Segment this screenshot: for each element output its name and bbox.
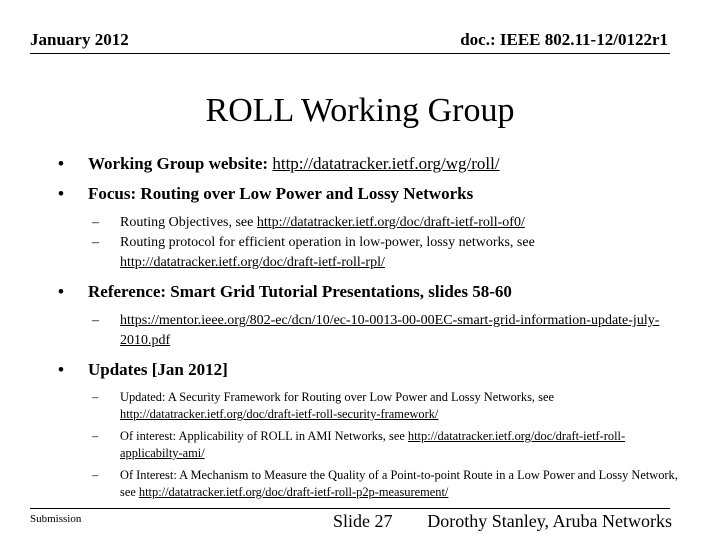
footer-slide-number: Slide 27 — [333, 511, 393, 531]
updates-label: Updates [Jan 2012] — [88, 360, 228, 379]
reference-sublist — [58, 311, 678, 351]
dash-icon: – — [92, 215, 99, 230]
header-date: January 2012 — [30, 30, 129, 49]
bullet-icon: • — [58, 154, 64, 173]
slide-body — [58, 153, 678, 509]
reference-label: Reference: Smart Grid Tutorial Presentations, slides 58-60 — [88, 282, 512, 301]
bullet-focus — [58, 183, 678, 205]
focus-sublist — [58, 213, 678, 273]
website-label: Working Group website: — [88, 154, 269, 173]
bullet-reference — [58, 281, 678, 303]
sub-item-routing-objectives — [58, 213, 678, 233]
website-link[interactable]: http://datatracker.ietf.org/wg/roll/ — [272, 154, 500, 173]
security-framework-link[interactable]: http://datatracker.ietf.org/doc/draft-ietf-roll-security-framework/ — [120, 407, 439, 421]
sub-item-text: Routing protocol for efficient operation in low-power, lossy networks, see — [120, 235, 535, 250]
sub-item-routing-protocol — [58, 233, 678, 273]
rpl-link[interactable]: http://datatracker.ietf.org/doc/draft-ietf-roll-rpl/ — [120, 255, 385, 270]
bullet-updates — [58, 359, 678, 381]
header-rule — [30, 53, 670, 54]
sub-item-ami-applicability — [58, 428, 678, 462]
dash-icon: – — [92, 429, 99, 443]
sub-item-text: Updated: A Security Framework for Routing over Low Power and Lossy Networks, see — [120, 390, 554, 404]
ami-applicability-link[interactable]: http://datatracker.ietf.org/doc/draft-ietf-roll-applicabilty-ami/ — [120, 429, 626, 460]
dash-icon: – — [92, 313, 99, 328]
sub-item-reference-doc — [58, 311, 678, 351]
p2p-measurement-link[interactable]: http://datatracker.ietf.org/doc/draft-ietf-roll-p2p-measurement/ — [138, 485, 449, 499]
sub-item-text: Routing Objectives, see — [120, 215, 257, 230]
footer-rule — [30, 508, 670, 509]
header-doc-number: doc.: IEEE 802.11-12/0122r1 — [460, 30, 668, 49]
bullet-website — [58, 153, 678, 175]
sub-item-security-framework — [58, 389, 678, 423]
smart-grid-doc-link[interactable]: https://mentor.ieee.org/802-ec/dcn/10/ec-10-0013-00-00EC-smart-grid-information-update-july-2010.pdf — [120, 313, 660, 348]
sub-item-p2p-measurement — [58, 467, 678, 501]
bullet-icon: • — [58, 184, 64, 203]
bullet-icon: • — [58, 282, 64, 301]
routing-objectives-link[interactable]: http://datatracker.ietf.org/doc/draft-ietf-roll-of0/ — [256, 215, 525, 230]
dash-icon: – — [92, 390, 99, 404]
slide-title: ROLL Working Group — [205, 92, 515, 129]
footer-author: Dorothy Stanley, Aruba Networks — [427, 511, 672, 531]
updates-sublist — [58, 389, 678, 501]
bullet-icon: • — [58, 360, 64, 379]
dash-icon: – — [92, 468, 99, 482]
sub-item-text: Of Interest: A Mechanism to Measure the Quality of a Point-to-point Route in a Low Power and Lossy Network, see — [120, 468, 678, 499]
sub-item-text: Of interest: Applicability of ROLL in AMI Networks, see — [120, 429, 408, 443]
focus-label: Focus: Routing over Low Power and Lossy Networks — [88, 184, 474, 203]
footer-submission: Submission — [30, 513, 82, 525]
dash-icon: – — [92, 235, 99, 250]
